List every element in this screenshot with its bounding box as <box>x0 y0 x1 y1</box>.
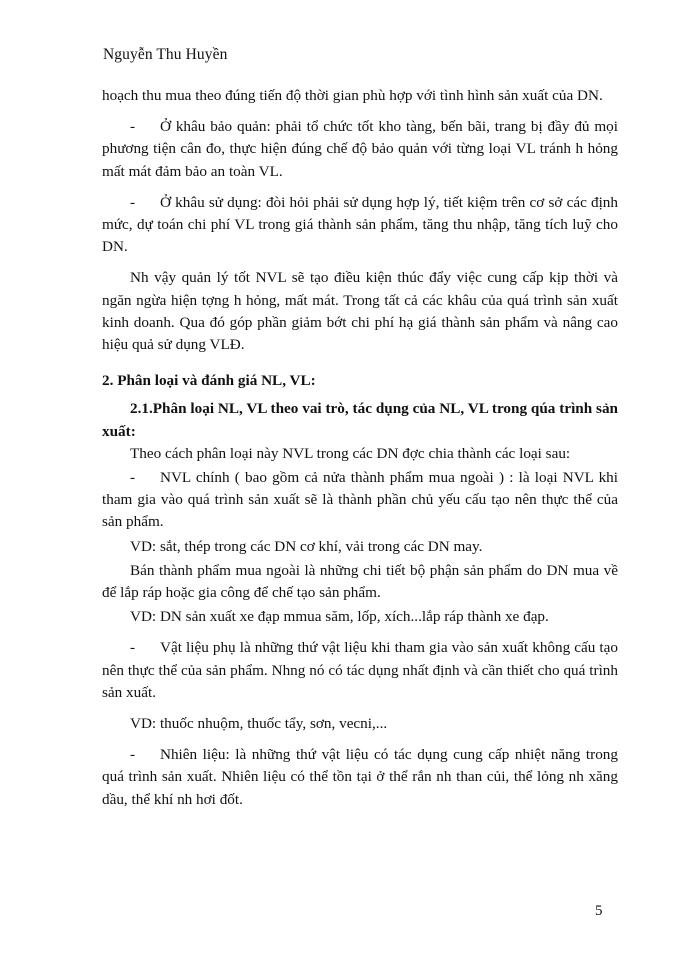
bullet-dash: - <box>130 118 136 136</box>
document-body <box>102 85 618 820</box>
bullet-dash: - <box>130 746 136 764</box>
example-line: VD: DN sản xuất xe đạp mmua săm, lốp, xích...lắp ráp thành xe đạp. <box>130 608 549 626</box>
page-number: 5 <box>595 903 603 919</box>
bullet-dash: - <box>130 639 136 657</box>
subsection-heading: 2.1.Phân loại NL, VL theo vai trò, tác dụng của NL, VL trong qúa trình sản xuất: <box>102 400 618 440</box>
paragraph-continuation: hoạch thu mua theo đúng tiến độ thời gian phù hợp với tình hình sản xuất của DN. <box>102 87 603 104</box>
bullet-paragraph-auxiliary: - Vật liệu phụ là những thứ vật liệu khi tham gia vào sản xuất không cấu tạo nên thực thể của sản phẩm. Nhng nó có tác dụng nhất định và cần thiết cho quá trình sản xuất. <box>102 639 618 701</box>
paragraph-summary: Nh vậy quản lý tốt NVL sẽ tạo điều kiện thúc đẩy việc cung cấp kịp thời và ngăn ngừa hiện tợng h hỏng, mất mát. Trong tất cả các khâu của quá trình sản xuất kinh doanh. Qua đó góp phần giảm bớt chi phí hạ giá thành sản phẩm và nâng cao hiệu quả sử dụng VLĐ. <box>102 269 618 354</box>
bullet-dash: - <box>130 193 136 211</box>
page-header-author: Nguyễn Thu Huyền <box>103 46 228 63</box>
bullet-paragraph-usage: - Ở khâu sử dụng: đòi hỏi phải sử dụng hợp lý, tiết kiệm trên cơ sở các định mức, dự toán chi phí VL trong giá thành sản phẩm, tăng thu nhập, tăng tích luỹ cho DN. <box>102 193 618 256</box>
section-heading: 2. Phân loại và đánh giá NL, VL: <box>102 372 316 390</box>
bullet-paragraph-storage: - Ở khâu bảo quản: phải tổ chức tốt kho tàng, bến bãi, trang bị đầy đủ mọi phương tiện cân đo, thực hiện đúng chế độ bảo quản với từng loại VL tránh h hỏng mất mát đảm bảo an toàn VL. <box>102 118 618 180</box>
bullet-paragraph-fuel: - Nhiên liệu: là những thứ vật liệu có tác dụng cung cấp nhiệt năng trong quá trình sản xuất. Nhiên liệu có thể tồn tại ở thể rắn nh than củi, thể lỏng nh xăng dầu, thể khí nh hơi đốt. <box>102 746 618 808</box>
example-line: VD: thuốc nhuộm, thuốc tẩy, sơn, vecni,... <box>130 715 388 733</box>
example-line: VD: sắt, thép trong các DN cơ khí, vải trong các DN may. <box>130 537 483 555</box>
bullet-paragraph-main-material: - NVL chính ( bao gồm cả nửa thành phẩm mua ngoài ) : là loại NVL khi tham gia vào quá trình sản xuất sẽ là thành phần chủ yếu cấu tạo nên thực thể của sản phẩm. <box>102 469 618 531</box>
bullet-dash: - <box>130 469 136 487</box>
paragraph-intro: Theo cách phân loại này NVL trong các DN đợc chia thành các loại sau: <box>130 444 571 462</box>
paragraph-semi-finished: Bán thành phẩm mua ngoài là những chi tiết bộ phận sản phẩm do DN mua về để lắp ráp hoặc gia công để chế tạo sản phẩm. <box>102 561 618 602</box>
